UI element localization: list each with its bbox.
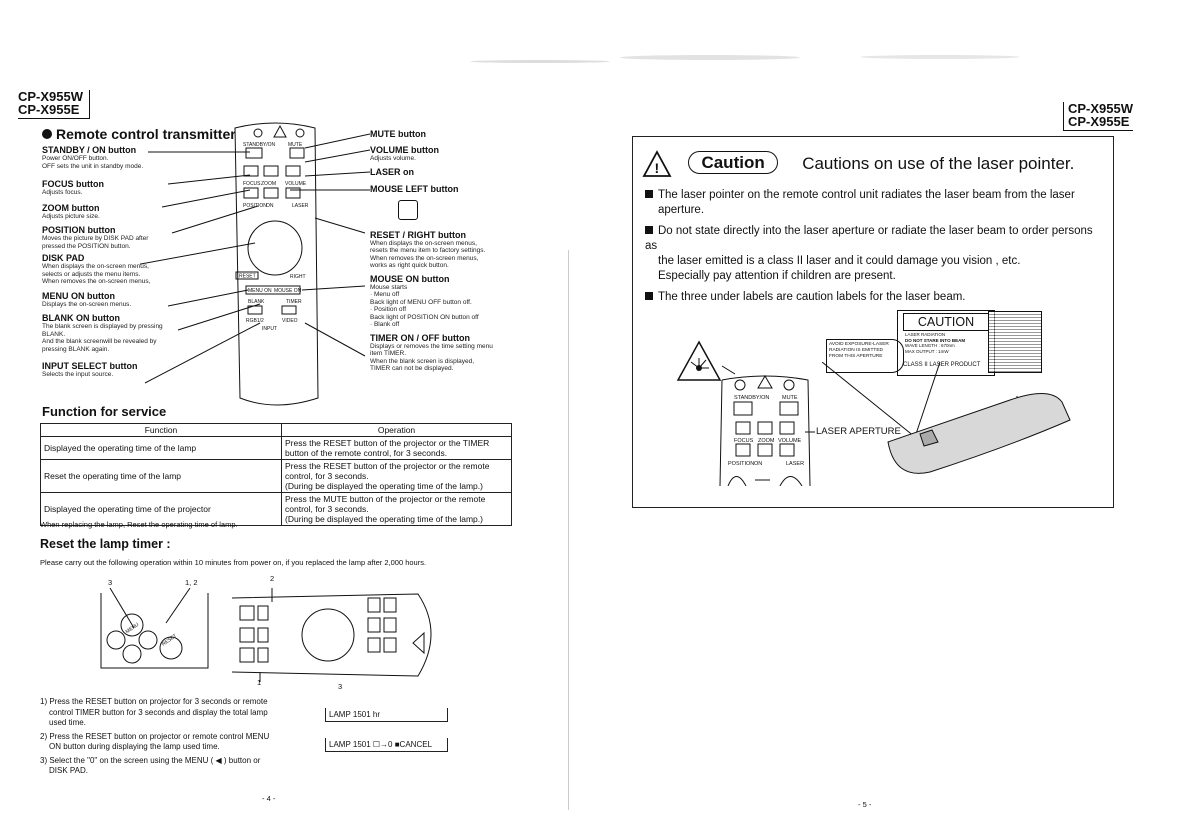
bullet-3: The three under labels are caution labels for the laser beam. (645, 290, 1105, 305)
label-focus: FOCUS button Adjusts focus. (42, 179, 104, 196)
laser-remote-diagram (710, 362, 1115, 486)
label-input-select: INPUT SELECT button Selects the input source. (42, 361, 138, 378)
page-number-right: - 5 - (858, 800, 872, 809)
panel-reset-text: RESET (160, 633, 178, 648)
closeup-zoom-text: ZOOM (758, 438, 775, 444)
step-2: 2) Press the RESET button on projector or remote control MENU ON button during displaying the lamp used time. (40, 731, 270, 751)
label-volume: VOLUME button Adjusts volume. (370, 145, 439, 162)
service-title: Function for service (42, 404, 167, 419)
row-function: Displayed the operating time of the projector (41, 493, 282, 526)
laser-warning-icon (274, 126, 286, 137)
caution-word: Caution (688, 151, 777, 174)
panel-right-button (139, 631, 157, 649)
warning-triangle-icon (642, 150, 672, 178)
remote-top-view-diagram (228, 588, 448, 683)
callout-2: 2 (270, 574, 275, 583)
model-label-left (18, 90, 90, 119)
remote-input-text: INPUT (262, 326, 277, 332)
panel-down-button (123, 645, 141, 663)
model-line-1: CP-X955W (18, 89, 84, 104)
remote-right-text: RIGHT (290, 274, 306, 280)
projector-panel-diagram (96, 588, 216, 673)
closeup-standby-text: STANDBY/ON (734, 395, 770, 401)
panel-menu-text: MENU (124, 621, 141, 636)
remote-menu-on-text: MENU ON (248, 288, 272, 294)
remote-volume-text: VOLUME (285, 181, 307, 187)
avoid-exposure-label: AVOID EXPOSURE-LASER RADIATION IS EMITTED FROM THIS APERTURE (826, 339, 904, 373)
callout-3a: 3 (108, 578, 113, 587)
scan-noise (860, 55, 1020, 59)
section-title: Remote control transmitter (56, 126, 236, 142)
label-laser-on: LASER on (370, 166, 414, 177)
remote-mute-text: MUTE (288, 142, 303, 148)
bullet-square-icon (645, 226, 653, 234)
model-line-2: CP-X955E (18, 102, 80, 117)
row-operation: Press the MUTE button of the projector or the remote control, for 3 seconds. (During be displayed the operating time of the lamp.) (282, 493, 512, 526)
label-standby: STANDBY / ON button Power ON/OFF button. OFF sets the unit in standby mode. (42, 145, 144, 170)
remote-blank-text: BLANK (248, 299, 265, 305)
bullet-1: The laser pointer on the remote control unit radiates the laser beam from the laser aperture. (645, 188, 1105, 218)
remote-on-text: ON (266, 203, 274, 209)
label-timer: TIMER ON / OFF button Displays or removes the time setting menu item TIMER. When the blank screen is displayed, TIMER can not be displayed. (370, 332, 493, 372)
remote-zoom-text: ZOOM (261, 181, 276, 187)
bullet-square-icon (645, 190, 653, 198)
scan-noise (620, 55, 800, 60)
row-function: Reset the operating time of the lamp (41, 460, 282, 493)
row-operation: Press the RESET button of the projector or the remote control, for 3 seconds. (During be displayed the operating time of the lamp.) (282, 460, 512, 493)
remote-side-view (888, 393, 1070, 473)
remote-laser-text: LASER (292, 203, 309, 209)
remote-position-text: POSITION (243, 203, 267, 209)
table-row (41, 437, 512, 460)
remote-mouse-on-text: MOUSE ON (274, 288, 302, 294)
label-mouse-on: MOUSE ON button Mouse starts · Menu off Back light of MENU OFF button off. · Position off Back light of POSITION ON button off · Blank off (370, 273, 479, 328)
closeup-focus-text: FOCUS (734, 438, 754, 444)
reset-title: Reset the lamp timer : (40, 537, 171, 551)
remote-video-text: VIDEO (282, 318, 298, 324)
closeup-laser-text: LASER (786, 461, 805, 467)
panel-outline (101, 593, 208, 668)
remote-reset-text: RESET (239, 273, 256, 280)
mouse-left-button-icon (398, 200, 418, 220)
reset-steps (40, 697, 290, 777)
remote-standby-button (246, 148, 262, 158)
label-blank-on: BLANK ON button The blank screen is displayed by pressing BLANK. And the blank screenwill be revealed by pressing BLANK again. (42, 313, 163, 353)
table-row (41, 460, 512, 493)
header-operation: Operation (282, 424, 512, 437)
caution-bullets (645, 188, 1105, 305)
closeup-on-text: ON (754, 461, 763, 467)
service-table-header (41, 424, 512, 437)
bullet-square-icon (645, 292, 653, 300)
laser-aperture-label: LASER APERTURE (816, 426, 901, 437)
service-heading (42, 404, 166, 419)
class-label: CLASS II LASER PRODUCT (903, 362, 981, 368)
service-note: When replacing the lamp, Reset the operating time of lamp. (40, 520, 238, 529)
callout-12: 1, 2 (185, 578, 198, 587)
page-number-left: - 4 - (262, 794, 276, 803)
label-disk-pad: DISK PAD When displays the on-screen menus, selects or adjusts the menu items. When removes the on-screen menus, (42, 253, 151, 285)
remote-zoom-minus (264, 188, 278, 198)
svg-text:!: ! (654, 160, 660, 176)
top-view-disk-pad (302, 609, 354, 661)
radiation-text: LASER RADIATION DO NOT STARE INTO BEAM WAVE LENGTH : 670nm MAX OUTPUT : 1mW (905, 332, 966, 354)
label-zoom: ZOOM button Adjusts picture size. (42, 203, 100, 220)
bullet-2: Do not state directly into the laser aperture or radiate the laser beam to order persons as the laser emitted is a class II laser and it could damage you vision , etc. Especially pay attention if children are present. (645, 225, 1093, 282)
model-line-2: CP-X955E (1068, 114, 1130, 129)
service-table (40, 423, 512, 526)
row-operation: Press the RESET button of the projector or the TIMER button of the remote control, for 3 seconds. (282, 437, 512, 460)
remote-zoom-plus (264, 166, 278, 176)
label-menu-on: MENU ON button Displays the on-screen menus. (42, 291, 132, 308)
page-gutter (568, 250, 569, 810)
closeup-remote-outline (722, 376, 810, 486)
scan-noise (470, 60, 610, 63)
lamp-display-2: LAMP 1501 ☐→0 ■CANCEL (325, 738, 448, 752)
remote-mute-button (290, 148, 304, 158)
reset-heading (40, 537, 171, 551)
label-reset-right: RESET / RIGHT button When displays the on-screen menus, resets the menu item to factory settings. When removes the on-screen menus, works as right quick button. (370, 229, 486, 269)
reset-intro: Please carry out the following operation within 10 minutes from power on, if you replaced the lamp after 2,000 hours. (40, 558, 427, 567)
callout-3b: 3 (338, 682, 343, 691)
remote-focus-minus (244, 188, 258, 198)
row-function: Displayed the operating time of the lamp (41, 437, 282, 460)
remote-focus-plus (244, 166, 258, 176)
remote-volume-plus (286, 166, 300, 176)
closeup-volume-text: VOLUME (778, 438, 802, 444)
model-label-right (1063, 102, 1133, 131)
remote-body-outline (235, 123, 318, 405)
remote-timer-text: TIMER (286, 299, 302, 305)
closeup-position-text: POSITION (728, 461, 755, 467)
step-3: 3) Select the "0" on the screen using the MENU ( ◀ ) button or DISK PAD. (40, 755, 261, 775)
remote-control-diagram (140, 118, 370, 418)
step-1: 1) Press the RESET button on projector for 3 seconds or remote control TIMER button for 3 seconds and display the total lamp used time. (40, 697, 268, 727)
label-mouse-left: MOUSE LEFT button (370, 183, 459, 194)
lamp-display-1: LAMP 1501 hr (325, 708, 448, 722)
remote-led-right (296, 129, 304, 137)
remote-rgb-text: RGB1/2 (246, 318, 264, 324)
caution-label: CAUTION (903, 313, 989, 331)
right-labels (370, 129, 520, 373)
caution-heading (642, 150, 1074, 178)
remote-timer-button (282, 306, 296, 314)
label-position: POSITION button Moves the picture by DISK PAD after pressed the POSITION button. (42, 225, 149, 250)
caution-title: Cautions on use of the laser pointer. (802, 154, 1075, 173)
bullet-dot-icon (42, 129, 52, 139)
remote-disk-pad (248, 221, 302, 275)
remote-focus-text: FOCUS (243, 181, 261, 187)
callout-1: 1 (257, 678, 262, 687)
panel-left-button (107, 631, 125, 649)
remote-led-left (254, 129, 262, 137)
remote-standby-text: STANDBY/ON (243, 142, 276, 148)
label-mute: MUTE button (370, 129, 426, 139)
closeup-mute-text: MUTE (782, 395, 798, 401)
header-function: Function (41, 424, 282, 437)
model-line-1: CP-X955W (1068, 101, 1134, 116)
